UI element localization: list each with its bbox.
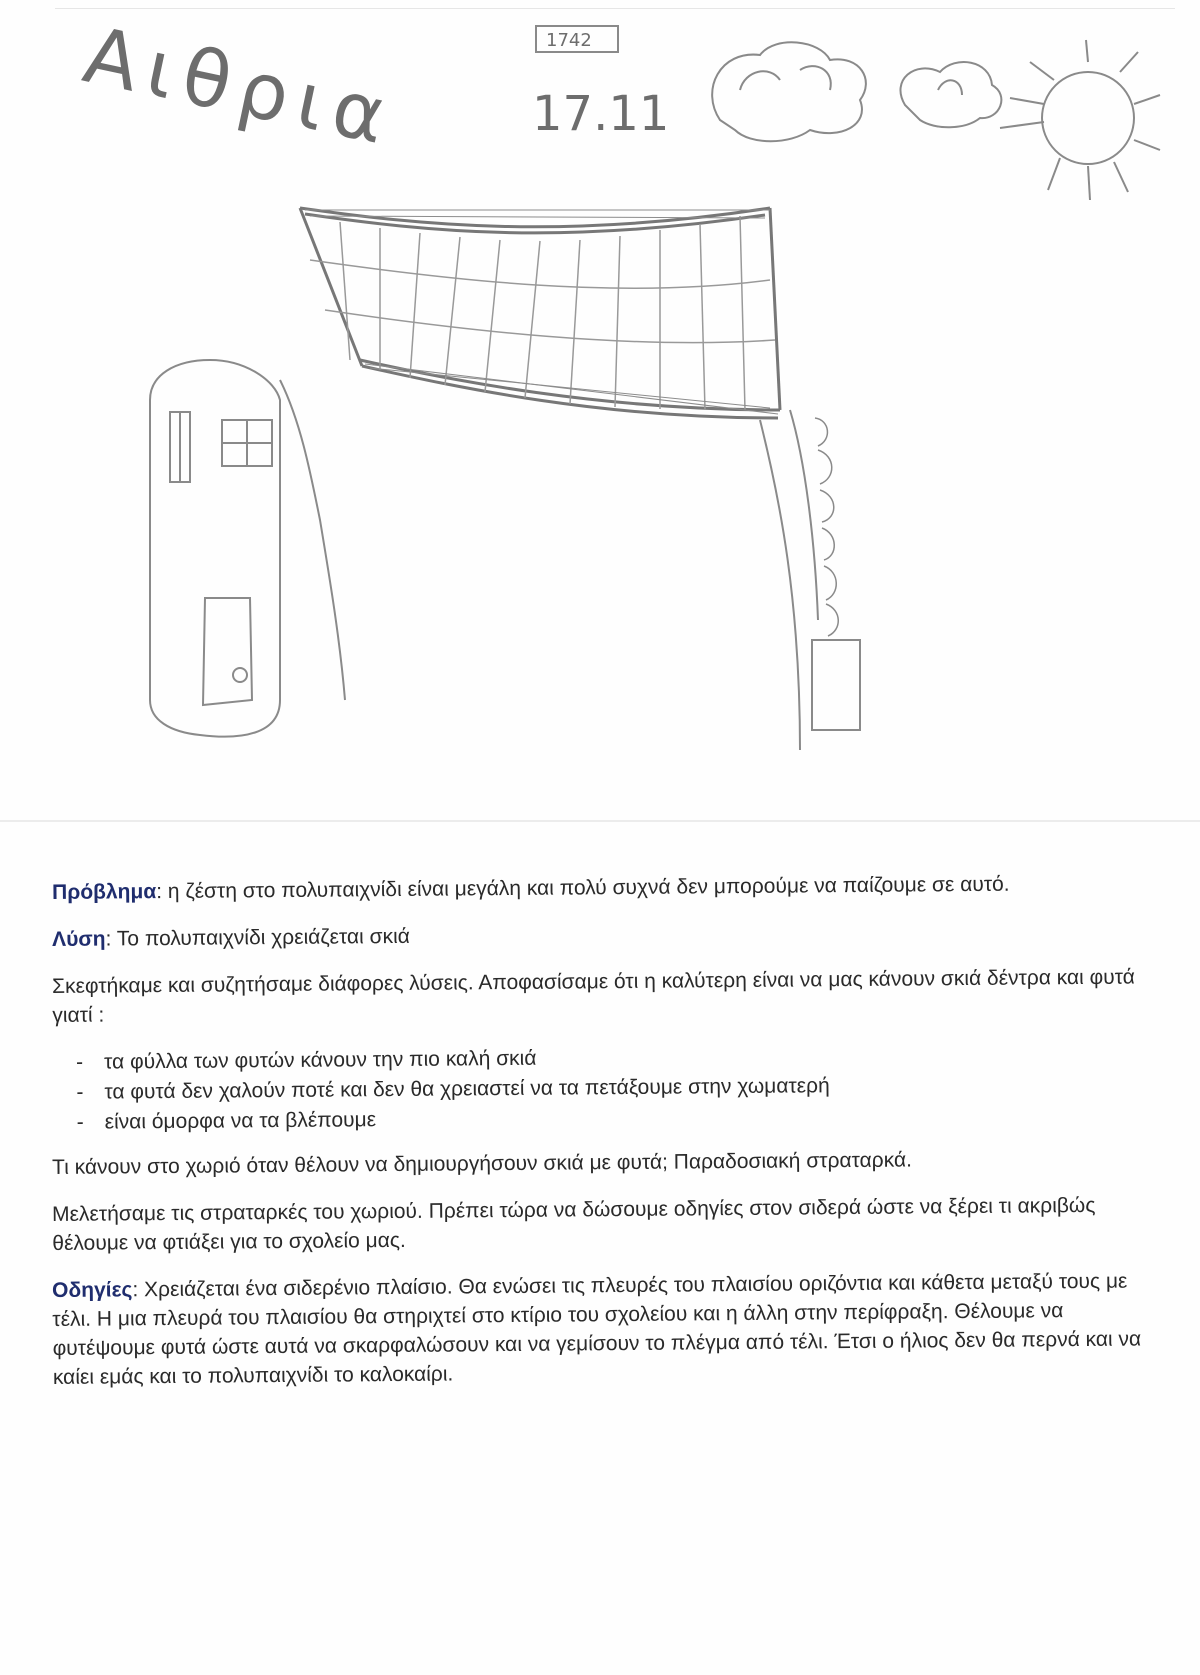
study-paragraph: Μελετήσαμε τις στραταρκές του χωριού. Πρέπει τώρα να δώσουμε οδηγίες στον σιδερά ώστε να ξέρει τι ακριβώς θέλουμε να φτιάξει για το σχολείο μας. bbox=[52, 1193, 1096, 1255]
problem-label: Πρόβλημα bbox=[52, 880, 157, 904]
village-question-paragraph: Τι κάνουν στο χωριό όταν θέλουν να δημιουργήσουν σκιά με φυτά; Παραδοσιακή στραταρκά. bbox=[52, 1148, 913, 1179]
pergola-shading bbox=[305, 210, 778, 414]
school-building bbox=[150, 360, 345, 737]
reasons-list bbox=[52, 1038, 1163, 1137]
solution-label: Λύση bbox=[52, 927, 106, 951]
climbing-plant bbox=[815, 418, 838, 636]
sun-drawing bbox=[1000, 40, 1160, 200]
solution-text: : Το πολυπαιχνίδι χρειάζεται σκιά bbox=[105, 924, 410, 951]
instructions-text: : Χρειάζεται ένα σιδερένιο πλαίσιο. Θα ενώσει τις πλευρές του πλαισίου οριζόντια και κάθετα μεταξύ τους με τέλι. Η μια πλευρά του πλαισίου θα στηριχτεί στο κτίριο του σχολείου και η άλλη στην περίφραξη. Θέλουμε να φυτέψουμε φυτά ώστε αυτά να σκαρφαλώσουν και να γεμίσουν το πλέγμα από τέλι. Έτσι ο ήλιος δεν θα περνά και να καίει εμάς και το πολυπαιχνίδι το καλοκαίρι. bbox=[52, 1269, 1142, 1389]
handwritten-title: Αιθρια bbox=[76, 10, 403, 165]
pergola-wire-grid bbox=[310, 216, 775, 410]
instructions-paragraph bbox=[52, 1266, 1163, 1392]
document-text bbox=[52, 872, 1162, 1410]
pergola-frame bbox=[300, 208, 780, 418]
solution-paragraph bbox=[52, 915, 1162, 954]
section-divider bbox=[0, 820, 1200, 822]
cloud-drawing bbox=[712, 42, 866, 141]
list-item: - είναι όμορφα να τα βλέπουμε bbox=[76, 1108, 377, 1134]
page-number: 1742 bbox=[546, 30, 592, 51]
discussion-paragraph: Σκεφτήκαμε και συζητήσαμε διάφορες λύσεις. Αποφασίσαμε ότι η καλύτερη είναι να μας κάνουν σκιά δέντρα και φυτά γιατί : bbox=[52, 965, 1135, 1027]
list-item: - τα φυτά δεν χαλούν ποτέ και δεν θα χρειαστεί να τα πετάξουμε στην χωματερή bbox=[76, 1074, 830, 1104]
child-drawing bbox=[0, 0, 1200, 800]
drawing-date: 17.11 bbox=[532, 86, 670, 142]
instructions-label: Οδηγίες bbox=[52, 1278, 133, 1302]
cloud-drawing bbox=[900, 62, 1001, 127]
fence-post bbox=[760, 410, 860, 750]
list-item: - τα φύλλα των φυτών κάνουν την πιο καλή σκιά bbox=[76, 1046, 537, 1074]
problem-text: : η ζέστη στο πολυπαιχνίδι είναι μεγάλη και πολύ συχνά δεν μπορούμε να παίζουμε σε αυτό. bbox=[156, 872, 1010, 904]
problem-paragraph bbox=[52, 868, 1162, 907]
